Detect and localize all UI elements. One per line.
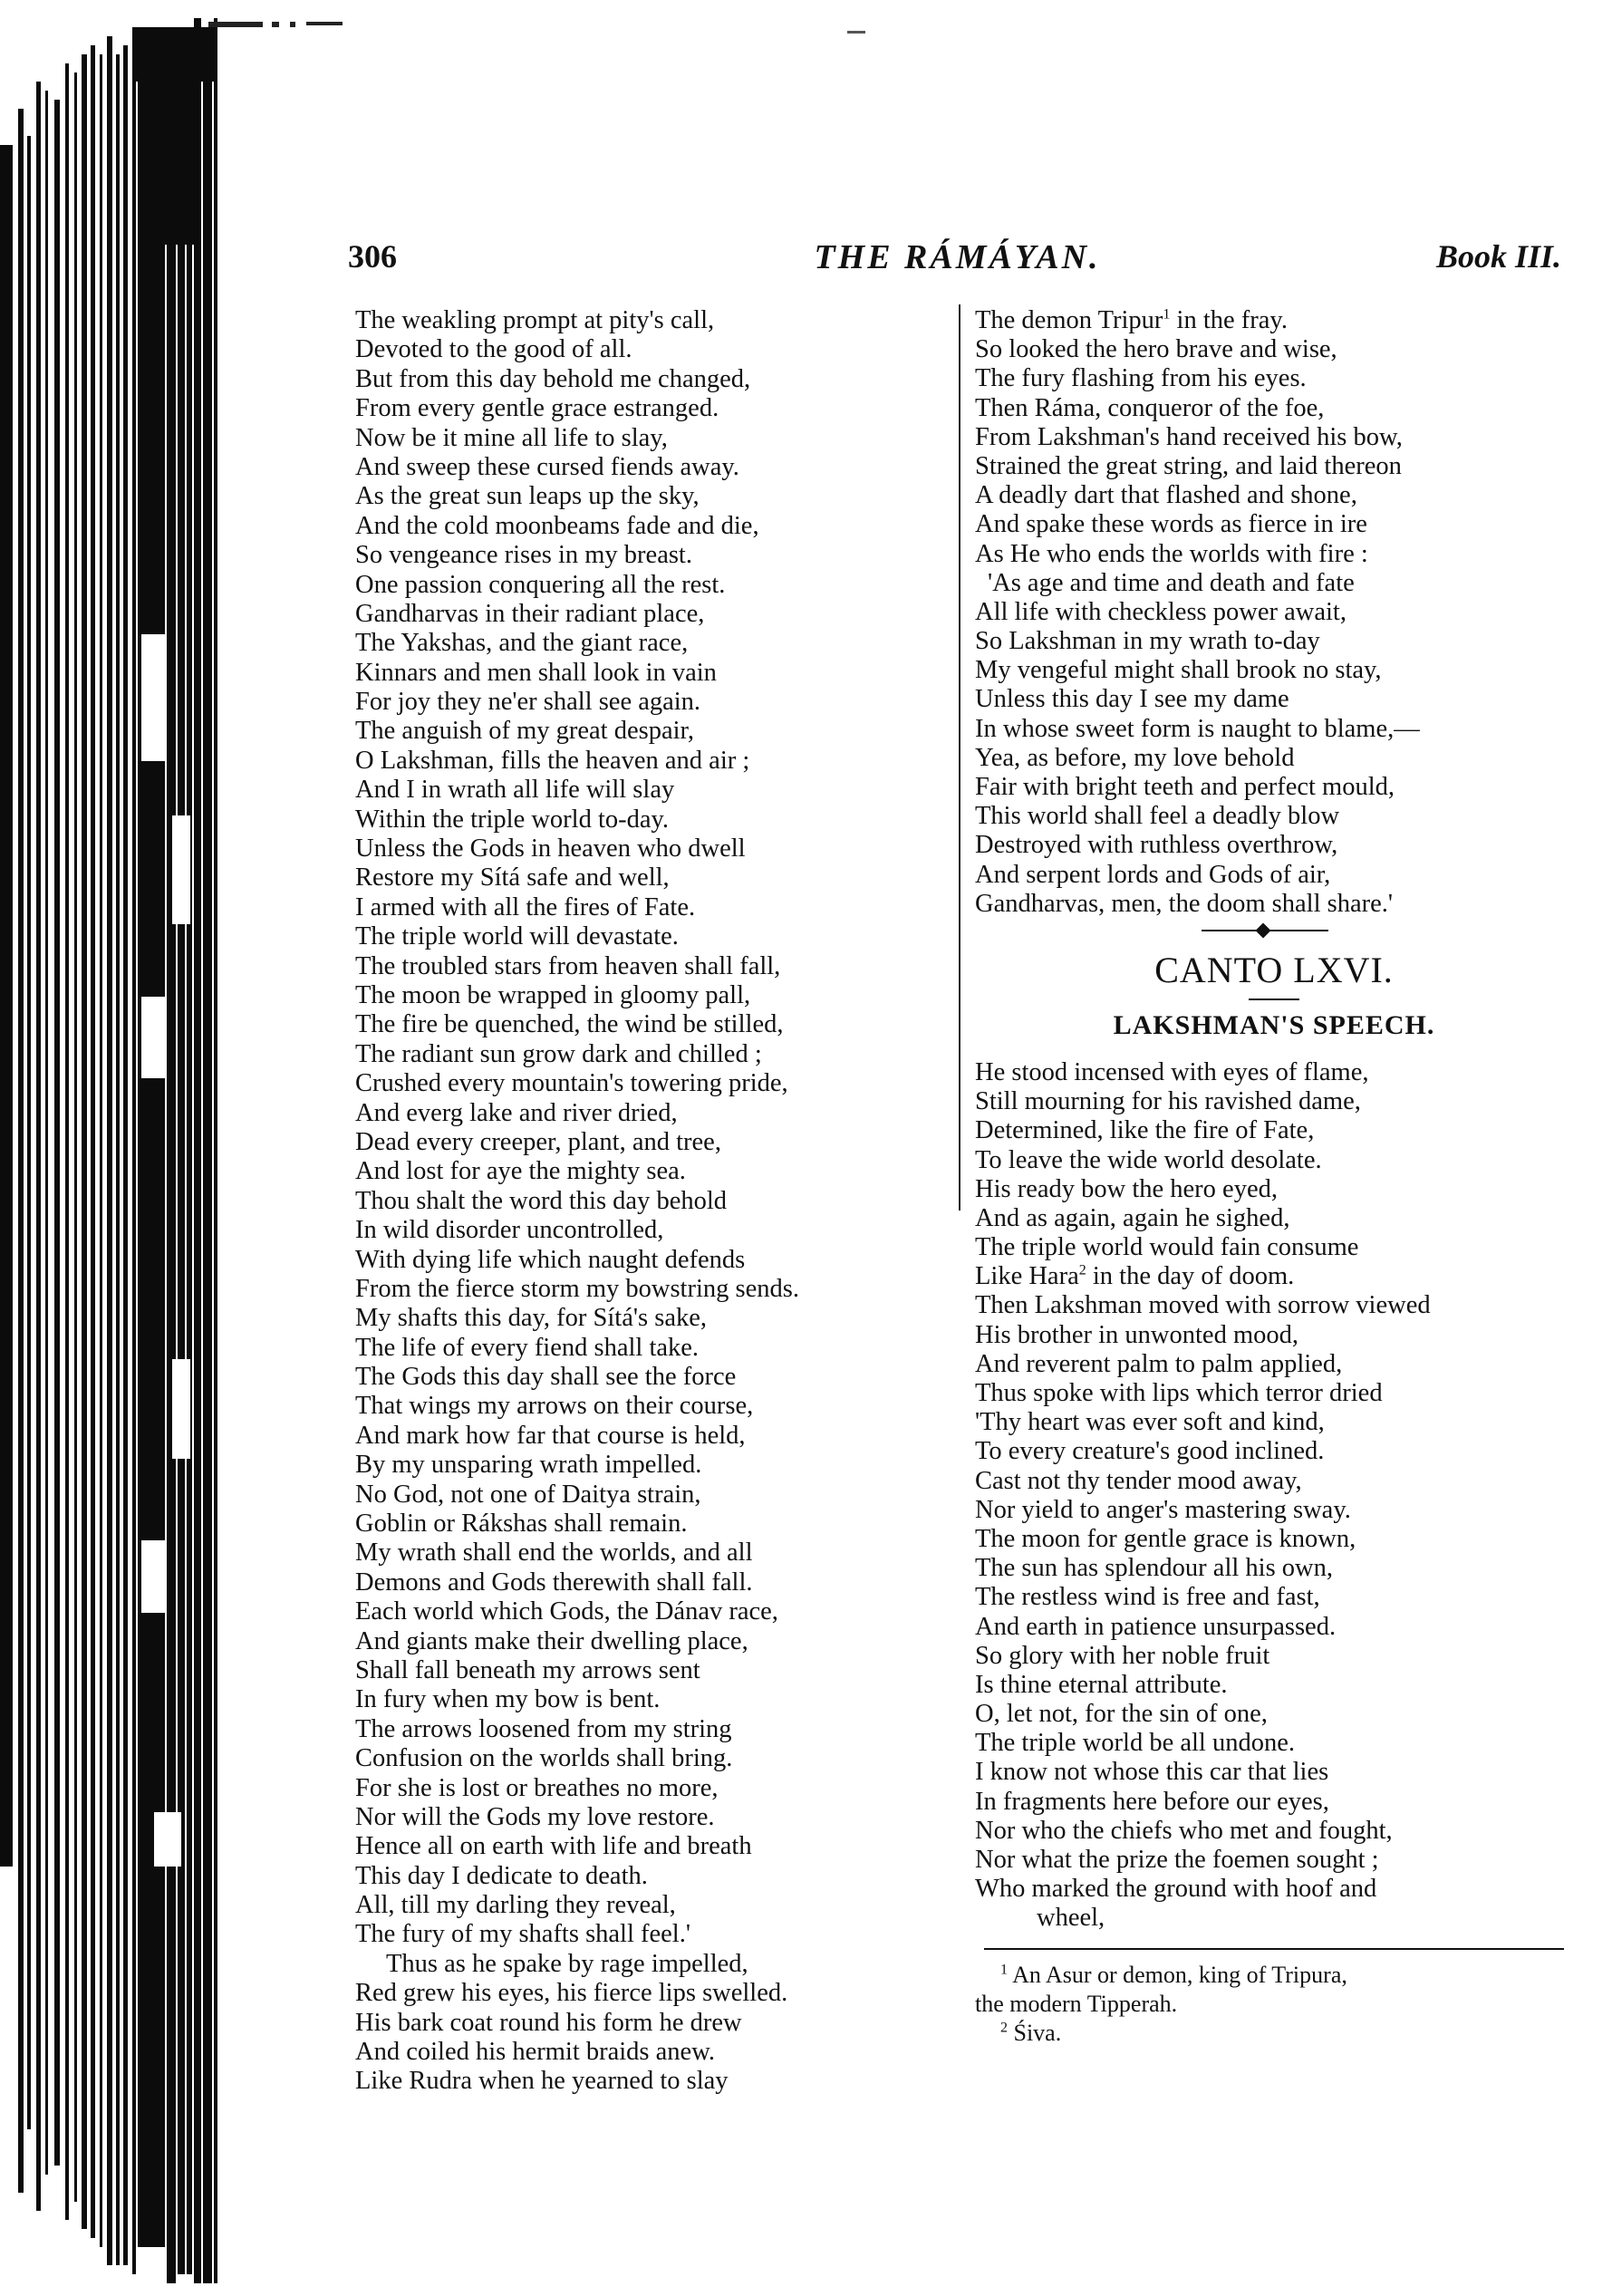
verse-line: The fury of my shafts shall feel.' <box>355 1920 690 1949</box>
verse-line: In wild disorder uncontrolled, <box>355 1216 664 1245</box>
verse-line <box>975 1262 1573 1291</box>
verse-line: O, let not, for the sin of one, <box>975 1700 1268 1729</box>
verse-line: The arrows loosened from my string <box>355 1714 732 1743</box>
verse-line: To leave the wide world desolate. <box>975 1145 1322 1174</box>
left-column <box>355 306 953 2097</box>
verse-line: Yea, as before, my love behold <box>975 743 1295 772</box>
column-divider <box>959 304 960 1211</box>
verse-line: Confusion on the worlds shall bring. <box>355 1744 733 1773</box>
book-spine <box>0 0 227 2296</box>
canto-subtitle: LAKSHMAN'S SPEECH. <box>1113 1009 1435 1040</box>
verse-line: For joy they ne'er shall see again. <box>355 688 701 717</box>
verse-line: The moon for gentle grace is known, <box>975 1524 1356 1553</box>
verse-line: Is thine eternal attribute. <box>975 1670 1228 1699</box>
verse-line: Gandharvas, men, the doom shall share.' <box>975 889 1394 918</box>
verse-line: So glory with her noble fruit <box>975 1641 1270 1670</box>
page-header <box>348 237 1567 292</box>
verse-line: This day I dedicate to death. <box>355 1861 648 1890</box>
verse-line: Each world which Gods, the Dánav race, <box>355 1597 778 1626</box>
verse-line: 'Thy heart was ever soft and kind, <box>975 1408 1325 1437</box>
verse-line: My vengeful might shall brook no stay, <box>975 656 1382 685</box>
verse-line: Gandharvas in their radiant place, <box>355 599 705 628</box>
spine-gap <box>172 815 190 924</box>
verse-line: The life of every fiend shall take. <box>355 1333 700 1362</box>
verse-line: 'As age and time and death and fate <box>988 568 1355 597</box>
verse-line: The troubled stars from heaven shall fall, <box>355 951 781 980</box>
verse-line: And giants make their dwelling place, <box>355 1626 748 1655</box>
verse-line: No God, not one of Daitya strain, <box>355 1480 701 1509</box>
spine-stripe <box>194 18 201 2283</box>
verse-line: His bark coat round his form he drew <box>355 2008 742 2037</box>
spine-stripe <box>65 63 69 2220</box>
verse-line: A deadly dart that flashed and shone, <box>975 481 1357 510</box>
verse-line: Destroyed with ruthless overthrow, <box>975 831 1338 860</box>
footnote-1-cont: the modern Tipperah. <box>975 1990 1178 2017</box>
verse-line: The weakling prompt at pity's call, <box>355 306 715 334</box>
verse-line: But from this day behold me changed, <box>355 364 751 393</box>
footnote-2 <box>975 2019 1573 2048</box>
verse-line: Still mourning for his ravished dame, <box>975 1087 1361 1116</box>
footnote-marker: 1 <box>1163 306 1171 323</box>
verse-line: From every gentle grace estranged. <box>355 394 719 423</box>
verse-line: The Gods this day shall see the force <box>355 1363 737 1392</box>
footnote-rule <box>984 1948 1564 1950</box>
right-column <box>975 306 1573 2048</box>
verse-text: in the fray. <box>1170 306 1288 334</box>
verse-line: The anguish of my great despair, <box>355 717 694 746</box>
verse-line: The triple world be all undone. <box>975 1729 1295 1758</box>
verse-line: Like Rudra when he yearned to slay <box>355 2067 729 2096</box>
verse-text: Like Hara <box>975 1262 1079 1291</box>
verse-line: Thus as he spake by rage impelled, <box>386 1949 748 1978</box>
spine-stripe <box>145 82 199 245</box>
verse-line: Shall fall beneath my arrows sent <box>355 1655 700 1684</box>
spine-stripe <box>123 45 128 2265</box>
verse-line: The fire be quenched, the wind be stilled, <box>355 1010 784 1039</box>
spine-stripe <box>91 45 95 2238</box>
scan-marks <box>208 22 372 31</box>
verse-line: Thou shalt the word this day behold <box>355 1186 728 1215</box>
spine-gap <box>141 1540 165 1613</box>
spine-stripe <box>45 91 48 2175</box>
verse-line: Determined, like the fire of Fate, <box>975 1116 1315 1145</box>
canto-verses <box>975 1058 1573 1934</box>
verse-line: And everg lake and river dried, <box>355 1098 678 1127</box>
spine-stripe <box>214 18 217 2283</box>
ornament-divider <box>975 919 1573 942</box>
verse-line: This world shall feel a deadly blow <box>975 802 1340 831</box>
verse-line: Devoted to the good of all. <box>355 335 632 364</box>
verse-line: Unless the Gods in heaven who dwell <box>355 834 746 863</box>
verse-line: And as again, again he sighed, <box>975 1203 1290 1232</box>
verse-line: Demons and Gods therewith shall fall. <box>355 1568 753 1597</box>
verse-line: So looked the hero brave and wise, <box>975 335 1337 364</box>
spine-stripe <box>100 54 102 2247</box>
verse-line: Cast not thy tender mood away, <box>975 1466 1302 1495</box>
verse-line: The triple world will devastate. <box>355 922 679 951</box>
verse-line: Dead every creeper, plant, and tree, <box>355 1127 721 1156</box>
diamond-ornament <box>1256 922 1271 938</box>
page-number: 306 <box>348 238 397 275</box>
verse-line: I know not whose this car that lies <box>975 1758 1329 1787</box>
verse-line: For she is lost or breathes no more, <box>355 1773 719 1802</box>
verse-text: The demon Tripur <box>975 306 1163 334</box>
verse-line: One passion conquering all the rest. <box>355 570 726 599</box>
verse-line: The restless wind is free and fast, <box>975 1583 1320 1612</box>
footnotes <box>975 1961 1573 2048</box>
verse-line: The sun has splendour all his own, <box>975 1554 1333 1583</box>
scan-dash <box>847 31 865 34</box>
verse-line: Restore my Sítá safe and well, <box>355 863 670 892</box>
spine-stripe <box>203 27 212 2283</box>
verse-line: He stood incensed with eyes of flame, <box>975 1057 1369 1086</box>
verse-line: And lost for aye the mighty sea. <box>355 1157 686 1186</box>
spine-stripe <box>116 54 120 2265</box>
verse-line: And mark how far that course is held, <box>355 1421 746 1450</box>
verse-line: Goblin or Rákshas shall remain. <box>355 1510 688 1539</box>
right-column-verses <box>975 306 1573 919</box>
spine-stripe <box>18 109 24 2193</box>
verse-line: Fair with bright teeth and perfect mould, <box>975 773 1395 801</box>
verse-line: The radiant sun grow dark and chilled ; <box>355 1039 762 1068</box>
verse-line: And the cold moonbeams fade and die, <box>355 511 759 540</box>
verse-line: And serpent lords and Gods of air, <box>975 860 1331 889</box>
verse-line: The moon be wrapped in gloomy pall, <box>355 980 751 1009</box>
verse-line: From the fierce storm my bowstring sends. <box>355 1274 799 1303</box>
verse-line: And coiled his hermit braids anew. <box>355 2038 716 2067</box>
verse-line: His brother in unwonted mood, <box>975 1320 1299 1349</box>
spine-gap <box>141 997 165 1078</box>
footnote-1-line-1: An Asur or demon, king of Tripura, <box>1012 1961 1347 1988</box>
verse-line: Then Lakshman moved with sorrow viewed <box>975 1291 1431 1320</box>
verse-line <box>975 306 1573 335</box>
spine-stripe <box>82 54 87 2229</box>
spine-stripe <box>178 27 185 2274</box>
verse-line: wheel, <box>1037 1904 1105 1933</box>
spine-stripe <box>0 145 13 1867</box>
verse-line: Nor yield to anger's mastering sway. <box>975 1495 1351 1524</box>
verse-line: The triple world would fain consume <box>975 1233 1359 1262</box>
verse-line: And earth in patience unsurpassed. <box>975 1612 1337 1641</box>
verse-line: And reverent palm to palm applied, <box>975 1349 1343 1378</box>
verse-line: So Lakshman in my wrath to-day <box>975 627 1320 656</box>
verse-line: Red grew his eyes, his fierce lips swelled. <box>355 1979 788 2008</box>
verse-line: In fragments here before our eyes, <box>975 1787 1329 1816</box>
verse-line: The Yakshas, and the giant race, <box>355 629 689 658</box>
running-title: THE RÁMÁYAN. <box>814 238 1101 276</box>
verse-line: His ready bow the hero eyed, <box>975 1174 1278 1203</box>
verse-line: Crushed every mountain's towering pride, <box>355 1069 788 1098</box>
verse-line: By my unsparing wrath impelled. <box>355 1451 702 1480</box>
spine-stripe <box>36 82 41 2211</box>
spine-stripe <box>54 100 60 2166</box>
footnote-2-text: Śiva. <box>1013 2019 1062 2046</box>
spine-stripe <box>167 36 176 2283</box>
verse-line: As He who ends the worlds with fire : <box>975 539 1368 568</box>
verse-line: And I in wrath all life will slay <box>355 776 675 805</box>
verse-line: As the great sun leaps up the sky, <box>355 482 700 511</box>
verse-line: In fury when my bow is bent. <box>355 1685 661 1714</box>
spine-stripe <box>74 72 77 2202</box>
verse-line: So vengeance rises in my breast. <box>355 541 692 570</box>
spine-stripe <box>187 36 192 2274</box>
spine-stripe <box>132 27 136 2274</box>
spine-stripe <box>138 54 165 2247</box>
verse-line: Unless this day I see my dame <box>975 685 1289 714</box>
verse-line: Who marked the ground with hoof and <box>975 1875 1377 1904</box>
verse-line: Now be it mine all life to slay, <box>355 423 668 452</box>
verse-line: Then Ráma, conqueror of the foe, <box>975 393 1325 422</box>
spine-gap <box>172 1359 190 1459</box>
spine-stripe <box>136 27 217 82</box>
footnote-marker: 2 <box>1000 2019 1008 2035</box>
verse-line: That wings my arrows on their course, <box>355 1392 754 1421</box>
verse-line: I armed with all the fires of Fate. <box>355 892 696 921</box>
verse-line: From Lakshman's hand received his bow, <box>975 422 1403 451</box>
verse-line: My shafts this day, for Sítá's sake, <box>355 1304 707 1333</box>
verse-line: To every creature's good inclined. <box>975 1437 1325 1466</box>
verse-line: Thus spoke with lips which terror dried <box>975 1379 1383 1407</box>
verse-line: My wrath shall end the worlds, and all <box>355 1539 753 1568</box>
verse-line: Nor will the Gods my love restore. <box>355 1802 715 1831</box>
verse-line: The fury flashing from his eyes. <box>975 364 1307 393</box>
verse-line: In whose sweet form is naught to blame,— <box>975 714 1420 743</box>
spine-stripe <box>27 136 31 2129</box>
canto-title: CANTO LXVI. <box>1154 949 1394 990</box>
footnote-1 <box>975 1961 1573 1990</box>
verse-line: Within the triple world to-day. <box>355 805 670 834</box>
verse-line: Kinnars and men shall look in vain <box>355 658 717 687</box>
footnote-marker: 1 <box>1000 1961 1008 1977</box>
spine-stripe <box>107 36 112 2265</box>
verse-line: O Lakshman, fills the heaven and air ; <box>355 746 750 775</box>
spine-gap <box>141 634 165 761</box>
verse-line: Nor who the chiefs who met and fought, <box>975 1816 1393 1845</box>
verse-line: And spake these words as fierce in ire <box>975 510 1367 539</box>
verse-line: Strained the great string, and laid thereon <box>975 451 1402 480</box>
spine-gap <box>154 1812 181 1867</box>
verse-line: Hence all on earth with life and breath <box>355 1832 752 1861</box>
book-label: Book III. <box>1435 238 1561 275</box>
title-rule <box>1249 998 1299 1000</box>
verse-line: And sweep these cursed fiends away. <box>355 452 739 481</box>
verse-line: All life with checkless power await, <box>975 597 1347 626</box>
verse-line: With dying life which naught defends <box>355 1245 746 1274</box>
verse-text: in the day of doom. <box>1086 1262 1295 1291</box>
footnote-marker: 2 <box>1078 1262 1086 1278</box>
verse-line: All, till my darling they reveal, <box>355 1891 676 1920</box>
verse-line: Nor what the prize the foemen sought ; <box>975 1846 1379 1874</box>
